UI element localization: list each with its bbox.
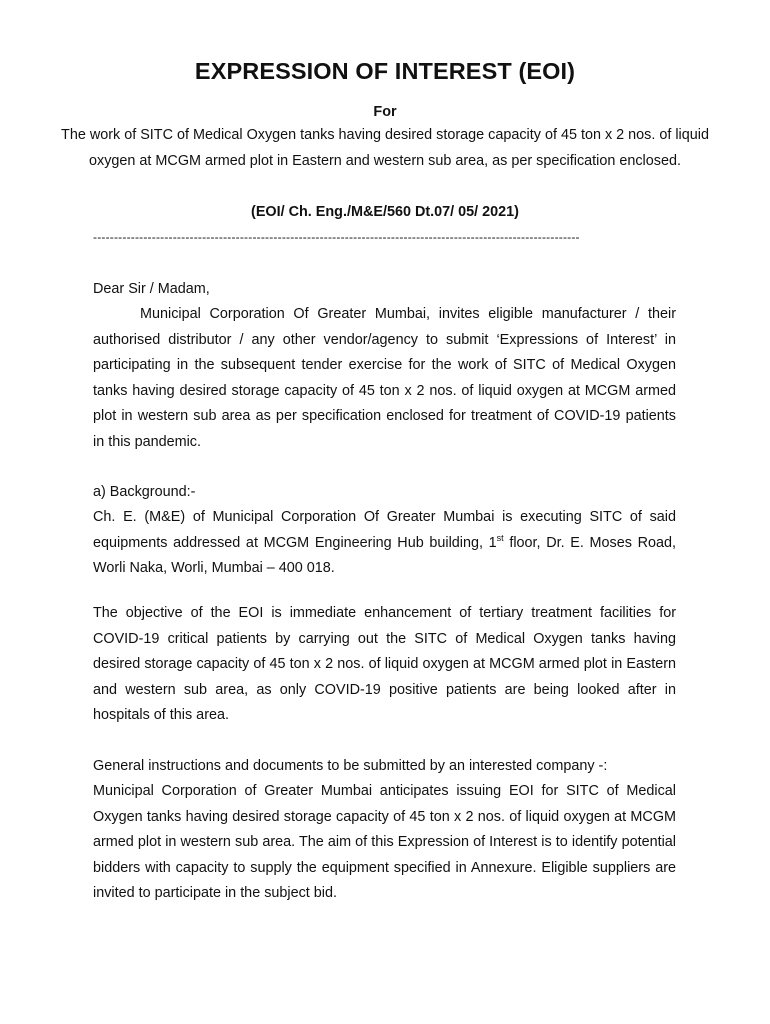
document-title: EXPRESSION OF INTEREST (EOI): [194, 58, 576, 84]
for-label: For: [373, 104, 397, 120]
reference-number: (EOI/ Ch. Eng./M&E/560 Dt.07/ 05/ 2021): [251, 204, 519, 220]
objective-paragraph: The objective of the EOI is immediate enhancement of tertiary treatment facilities for COVID-19 critical patients by carrying out the SITC of Medical Oxygen tanks having desired storage capacity of 45 ton x 2 nos. of liquid oxygen at MCGM armed plot in Eastern and western sub area, as only COVID-19 positive patients are being looked after in hospitals of this area.: [93, 605, 676, 724]
work-description: The work of SITC of Medical Oxygen tanks having desired storage capacity of 45 ton x 2 nos. of liquid oxygen at MCGM armed plot in Eastern and western sub area, as per specification enclosed.: [61, 127, 709, 169]
separator-line: --------------------------------------------------------------------------------------------------------------------: [93, 230, 580, 244]
background-text-part1: Ch. E. (M&E) of Municipal Corporation Of Greater Mumbai is executing SITC of said equipments addressed at MCGM Engineering Hub building, 1: [93, 509, 676, 551]
general-instructions-heading: General instructions and documents to be submitted by an interested company -:: [93, 758, 608, 774]
ordinal-suffix: st: [496, 532, 504, 543]
background-heading: a) Background:-: [93, 484, 196, 500]
salutation: Dear Sir / Madam,: [93, 281, 210, 297]
intro-text: Municipal Corporation Of Greater Mumbai, invites eligible manufacturer / their authorised distributor / any other vendor/agency to submit ‘Expressions of Interest’ in participating in the subsequent tender exercise for the work of SITC of Medical Oxygen tanks having desired storage capacity of 45 ton x 2 nos. of liquid oxygen at MCGM armed plot in western sub area as per specification enclosed for treatment of COVID-19 patients in this pandemic.: [93, 306, 676, 450]
background-paragraph: [93, 505, 676, 582]
intro-paragraph: [93, 302, 676, 456]
general-instructions-paragraph: Municipal Corporation of Greater Mumbai anticipates issuing EOI for SITC of Medical Oxygen tanks having desired storage capacity of 45 ton x 2 nos. of liquid oxygen at MCGM armed plot in western sub area. The aim of this Expression of Interest is to identify potential bidders with capacity to supply the equipment specified in Annexure. Eligible suppliers are invited to participate in the subject bid.: [93, 783, 676, 902]
background-text-part2: floor, Dr. E. Moses Road, Worli Naka, Worli, Mumbai – 400 018.: [93, 534, 676, 577]
